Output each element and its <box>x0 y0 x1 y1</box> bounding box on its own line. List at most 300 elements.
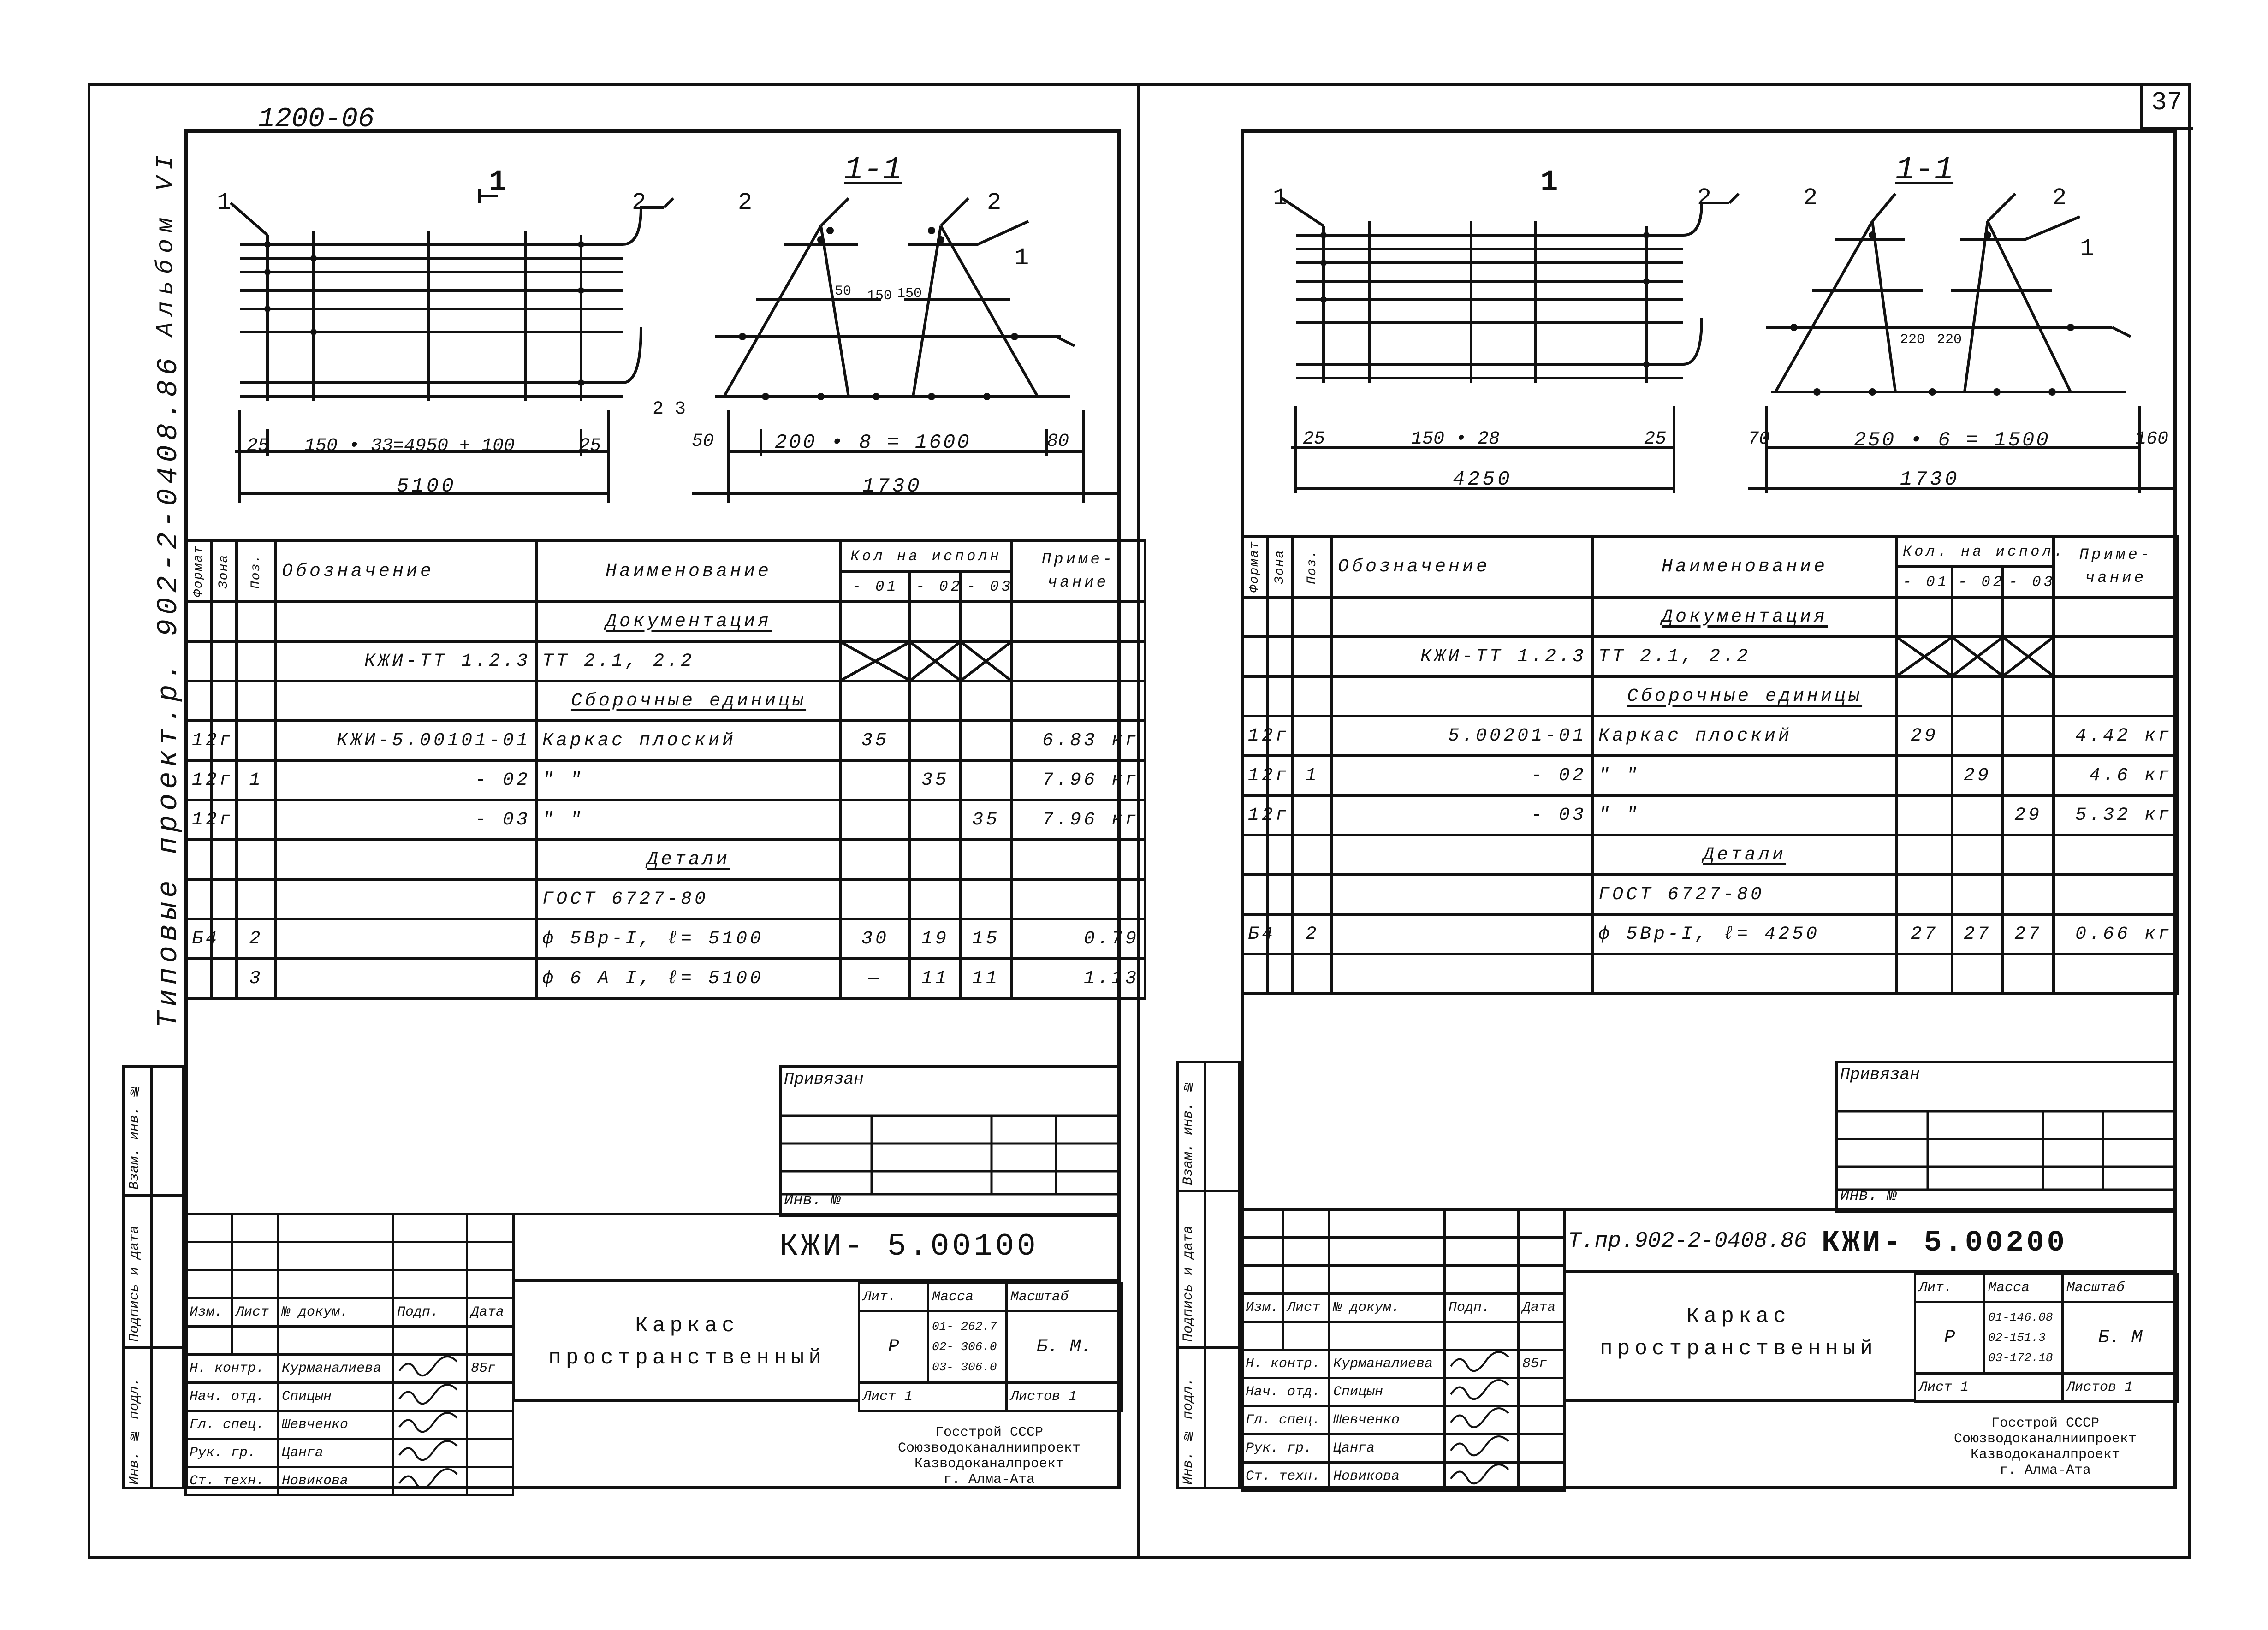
right-dim-mid: 150 • 28 <box>1411 429 1500 450</box>
col-zone: Зона <box>1267 536 1293 597</box>
right-inv-no: Инв. № <box>1840 1187 1897 1205</box>
right-side-div <box>1176 1190 1241 1192</box>
row-pos <box>237 721 276 760</box>
row-note <box>2054 637 2178 676</box>
signature-scribble <box>1449 1437 1513 1455</box>
left-sec-mid: 200 • 8 = 1600 <box>775 431 971 454</box>
person-role: Н. контр. <box>1242 1350 1330 1378</box>
row-pos: 1 <box>1293 756 1332 795</box>
left-title: Каркас пространственный <box>548 1314 826 1370</box>
spec-row <box>1242 795 2178 835</box>
person-name: Новикова <box>1330 1463 1445 1491</box>
row-q2: 29 <box>1952 756 2003 795</box>
left-dim-small-3: 150 <box>897 286 922 302</box>
left-section-callout-1: 1 <box>1015 244 1029 272</box>
lit-label: Лит. <box>1915 1274 1984 1302</box>
person-signature <box>1445 1463 1519 1491</box>
right-dim-small-2: 220 <box>1937 332 1962 348</box>
right-side-div2 <box>1176 1346 1241 1349</box>
row-name: ф 6 А I, ℓ= 5100 <box>536 959 841 998</box>
row-note: 1.13 <box>1011 959 1145 998</box>
row-q3 <box>2003 875 2054 914</box>
row-format <box>186 840 211 879</box>
row-pos: 2 <box>1293 914 1332 954</box>
row-designation <box>1332 835 1592 875</box>
scale-label: Масштаб <box>2063 1274 2178 1302</box>
row-format <box>1242 875 1267 914</box>
row-designation: - 02 <box>276 760 536 800</box>
row-pos <box>237 879 276 919</box>
row-zone <box>211 641 237 681</box>
stamp-person-row <box>186 1467 513 1495</box>
right-privyazan: Привязан <box>1840 1065 1920 1084</box>
row-format: 12г <box>186 800 211 840</box>
lit-value: Р <box>859 1311 928 1383</box>
spec-row <box>1242 676 2178 716</box>
left-callout-1: 1 <box>217 189 232 216</box>
col-note: Приме-чание <box>2054 536 2178 597</box>
row-q2: 27 <box>1952 914 2003 954</box>
right-sec-mid: 250 • 6 = 1500 <box>1854 429 2050 452</box>
left-doc-code: КЖИ- 5.00100 <box>779 1229 1039 1264</box>
col-q2: - 02 <box>910 571 961 602</box>
row-name: ГОСТ 6727-80 <box>1592 875 1897 914</box>
signature-scribble <box>397 1357 462 1375</box>
row-note: 4.6 кг <box>2054 756 2178 795</box>
left-side-label-2: Подпись и дата <box>127 1225 142 1342</box>
left-dim-total: 5100 <box>397 475 457 498</box>
spec-row <box>1242 637 2178 676</box>
person-signature <box>1445 1434 1519 1463</box>
left-side-label-1: Взам. инв. № <box>127 1082 142 1190</box>
right-side-label-2: Подпись и дата <box>1181 1225 1196 1342</box>
row-note <box>1011 840 1145 879</box>
row-pos <box>237 641 276 681</box>
person-date <box>1519 1434 1565 1463</box>
col-note: Приме-чание <box>1011 541 1145 602</box>
person-signature <box>393 1411 467 1439</box>
row-note <box>2054 597 2178 637</box>
scale-value: Б. М. <box>1007 1311 1122 1383</box>
right-dim-total: 4250 <box>1453 468 1513 491</box>
row-name: Каркас плоский <box>1592 716 1897 756</box>
person-role: Нач. отд. <box>186 1383 278 1411</box>
row-pos <box>1293 795 1332 835</box>
mass-label: Масса <box>1984 1274 2063 1302</box>
right-title: Каркас пространственный <box>1600 1304 1877 1361</box>
col-q3: - 03 <box>2003 567 2054 597</box>
row-q1 <box>841 800 910 840</box>
stamp-date: Дата <box>467 1298 513 1327</box>
left-dim-edge-l: 25 <box>247 436 269 456</box>
row-q2 <box>1952 954 2003 994</box>
row-q3 <box>961 681 1011 721</box>
spec-row <box>1242 716 2178 756</box>
person-date: 85г <box>1519 1350 1565 1378</box>
row-q3 <box>2003 676 2054 716</box>
lit-value: Р <box>1915 1302 1984 1374</box>
row-q3 <box>961 840 1011 879</box>
row-pos <box>1293 597 1332 637</box>
row-format <box>186 681 211 721</box>
row-zone <box>1267 637 1293 676</box>
row-q2 <box>910 840 961 879</box>
right-section-callout-2a: 2 <box>1803 184 1818 212</box>
person-signature <box>393 1383 467 1411</box>
col-q3: - 03 <box>961 571 1011 602</box>
row-q3 <box>961 641 1011 681</box>
right-callout-1: 1 <box>1273 184 1288 212</box>
right-sec-right: 160 <box>2135 429 2169 450</box>
section-heading: Документация <box>1661 606 1828 628</box>
person-name: Новикова <box>278 1467 393 1495</box>
signature-scribble <box>1449 1465 1513 1483</box>
row-note <box>2054 875 2178 914</box>
right-dim-small-1: 220 <box>1900 332 1925 348</box>
spec-row <box>186 879 1145 919</box>
row-format <box>1242 637 1267 676</box>
spec-row <box>1242 954 2178 994</box>
stamp-sign: Подп. <box>1445 1294 1519 1322</box>
row-format: 12г <box>186 721 211 760</box>
row-q3: 11 <box>961 959 1011 998</box>
right-section-callout-2b: 2 <box>2052 184 2067 212</box>
row-zone <box>1267 835 1293 875</box>
row-q1 <box>841 879 910 919</box>
mass-values: 01- 262.7 02- 306.0 03- 306.0 <box>928 1311 1007 1383</box>
stamp-person-row <box>186 1383 513 1411</box>
spec-row <box>1242 914 2178 954</box>
person-role: Ст. техн. <box>186 1467 278 1495</box>
row-note: 7.96 кг <box>1011 760 1145 800</box>
left-dim-marks: 2 3 <box>653 399 686 420</box>
row-designation: - 02 <box>1332 756 1592 795</box>
row-q2: 19 <box>910 919 961 959</box>
right-callout-2: 2 <box>1697 184 1712 212</box>
left-sec-right: 80 <box>1047 431 1069 452</box>
sheet-label: Лист 1 <box>1915 1374 2063 1402</box>
person-signature <box>1445 1350 1519 1378</box>
row-q2 <box>1952 716 2003 756</box>
row-note: 4.42 кг <box>2054 716 2178 756</box>
signature-scribble <box>397 1385 462 1404</box>
person-date <box>467 1383 513 1411</box>
row-format <box>1242 676 1267 716</box>
row-q1 <box>841 641 910 681</box>
row-zone <box>211 602 237 641</box>
header-code: 1200-06 <box>258 104 375 135</box>
person-name: Шевченко <box>278 1411 393 1439</box>
row-name: " " <box>1592 756 1897 795</box>
row-name <box>1592 597 1897 637</box>
col-zone: Зона <box>211 541 237 602</box>
stamp-izm: Изм. <box>186 1298 232 1327</box>
row-note <box>2054 676 2178 716</box>
stamp-person-row <box>186 1439 513 1467</box>
row-q1 <box>1897 756 1952 795</box>
left-section-title: 1-1 <box>844 152 902 189</box>
row-name <box>1592 676 1897 716</box>
album-label: Альбом VI <box>152 149 179 337</box>
stamp-sign: Подп. <box>393 1298 467 1327</box>
col-pos: Поз. <box>1293 536 1332 597</box>
person-role: Рук. гр. <box>186 1439 278 1467</box>
col-designation: Обозначение <box>276 541 536 602</box>
right-sec-left: 70 <box>1748 429 1770 450</box>
row-format: 12г <box>186 760 211 800</box>
lit-label: Лит. <box>859 1283 928 1311</box>
row-q3 <box>2003 756 2054 795</box>
signature-scribble <box>1449 1352 1513 1371</box>
spec-row <box>186 760 1145 800</box>
row-q2 <box>1952 875 2003 914</box>
mass-values: 01-146.08 02-151.3 03-172.18 <box>1984 1302 2063 1374</box>
row-zone <box>1267 875 1293 914</box>
person-role: Ст. техн. <box>1242 1463 1330 1491</box>
person-role: Нач. отд. <box>1242 1378 1330 1406</box>
row-q1 <box>1897 597 1952 637</box>
row-note: 5.32 кг <box>2054 795 2178 835</box>
row-zone <box>1267 597 1293 637</box>
stamp-person-row <box>1242 1406 1565 1434</box>
row-q3 <box>2003 835 2054 875</box>
row-designation <box>276 959 536 998</box>
left-callout-2: 2 <box>632 189 647 216</box>
col-q1: - 01 <box>1897 567 1952 597</box>
person-role: Н. контр. <box>186 1355 278 1383</box>
row-q2 <box>910 721 961 760</box>
stamp-person-row <box>1242 1378 1565 1406</box>
row-format: Б4 <box>186 919 211 959</box>
row-pos <box>237 681 276 721</box>
right-sec-total: 1730 <box>1900 468 1960 491</box>
stamp-person-row <box>186 1355 513 1383</box>
row-format <box>1242 954 1267 994</box>
stamp-person-row <box>1242 1463 1565 1491</box>
row-q2: 35 <box>910 760 961 800</box>
row-pos <box>1293 637 1332 676</box>
row-q3 <box>961 602 1011 641</box>
row-note <box>2054 835 2178 875</box>
row-note: 0.79 <box>1011 919 1145 959</box>
row-q3 <box>2003 597 2054 637</box>
row-name: " " <box>536 760 841 800</box>
row-name <box>1592 835 1897 875</box>
row-designation <box>276 681 536 721</box>
project-label: Типовые проект.р. 902-2-0408.86 <box>152 353 185 1028</box>
row-q2 <box>910 641 961 681</box>
stamp-doc: № докум. <box>278 1298 393 1327</box>
row-note: 0.66 кг <box>2054 914 2178 954</box>
row-q1: 29 <box>1897 716 1952 756</box>
row-pos <box>237 602 276 641</box>
person-name: Спицын <box>1330 1378 1445 1406</box>
col-format: Формат <box>186 541 211 602</box>
left-spec-table <box>184 539 1146 1000</box>
row-designation: КЖИ-ТТ 1.2.3 <box>276 641 536 681</box>
row-designation <box>276 840 536 879</box>
row-designation <box>276 919 536 959</box>
row-designation: - 03 <box>1332 795 1592 835</box>
stamp-person-row <box>1242 1434 1565 1463</box>
row-q3 <box>2003 716 2054 756</box>
col-qty: Кол на исполн <box>841 541 1011 571</box>
spec-row <box>186 919 1145 959</box>
spec-row <box>186 800 1145 840</box>
row-q1 <box>841 681 910 721</box>
row-q2 <box>910 602 961 641</box>
row-note <box>1011 879 1145 919</box>
right-doc-prefix: Т.пр.902-2-0408.86 <box>1568 1229 1807 1254</box>
stamp-person-row <box>186 1411 513 1439</box>
person-name: Спицын <box>278 1383 393 1411</box>
row-designation: 5.00201-01 <box>1332 716 1592 756</box>
col-q1: - 01 <box>841 571 910 602</box>
row-pos <box>237 840 276 879</box>
row-q1: 35 <box>841 721 910 760</box>
right-dim-edge-l: 25 <box>1303 429 1325 450</box>
person-role: Гл. спец. <box>1242 1406 1330 1434</box>
row-pos <box>1293 954 1332 994</box>
row-q3: 29 <box>2003 795 2054 835</box>
row-designation <box>1332 597 1592 637</box>
row-name <box>536 681 841 721</box>
row-designation <box>276 879 536 919</box>
signature-scribble <box>397 1470 462 1488</box>
row-format: 12г <box>1242 795 1267 835</box>
right-view-mark: 1 <box>1540 166 1558 199</box>
row-format <box>186 602 211 641</box>
signature-scribble <box>397 1413 462 1432</box>
row-name <box>536 602 841 641</box>
row-q2 <box>910 681 961 721</box>
left-drawing <box>184 134 1121 539</box>
col-q2: - 02 <box>1952 567 2003 597</box>
right-stamp-table <box>1241 1208 1566 1492</box>
person-signature <box>1445 1378 1519 1406</box>
row-format: Б4 <box>1242 914 1267 954</box>
stamp-person-row <box>1242 1350 1565 1378</box>
row-q1: 30 <box>841 919 910 959</box>
col-name: Наименование <box>536 541 841 602</box>
stamp-list: Лист <box>232 1298 278 1327</box>
row-note <box>2054 954 2178 994</box>
row-pos <box>237 800 276 840</box>
row-format: 12г <box>1242 716 1267 756</box>
spec-row <box>1242 835 2178 875</box>
row-name: ф 5Вр-I, ℓ= 5100 <box>536 919 841 959</box>
row-designation: - 03 <box>276 800 536 840</box>
scale-value: Б. М <box>2063 1302 2178 1374</box>
row-designation <box>1332 676 1592 716</box>
person-signature <box>393 1439 467 1467</box>
left-stamp-table <box>184 1213 514 1496</box>
person-name: Шевченко <box>1330 1406 1445 1434</box>
person-role: Рук. гр. <box>1242 1434 1330 1463</box>
row-pos <box>1293 716 1332 756</box>
row-name: ГОСТ 6727-80 <box>536 879 841 919</box>
row-q1 <box>841 760 910 800</box>
row-q3 <box>961 760 1011 800</box>
person-name: Курманалиева <box>278 1355 393 1383</box>
row-note <box>1011 602 1145 641</box>
person-signature <box>393 1355 467 1383</box>
row-name: Каркас плоский <box>536 721 841 760</box>
row-q1: 27 <box>1897 914 1952 954</box>
col-name: Наименование <box>1592 536 1897 597</box>
col-pos: Поз. <box>237 541 276 602</box>
row-q1 <box>1897 795 1952 835</box>
row-pos: 3 <box>237 959 276 998</box>
right-side-col <box>1204 1061 1206 1489</box>
left-view-mark: 1 <box>489 166 507 199</box>
col-qty: Кол. на испол. <box>1897 536 2054 567</box>
person-date <box>467 1411 513 1439</box>
row-pos <box>1293 835 1332 875</box>
row-zone <box>211 959 237 998</box>
spec-row <box>1242 756 2178 795</box>
row-q2 <box>1952 676 2003 716</box>
row-format <box>1242 835 1267 875</box>
section-heading: Сборочные единицы <box>570 690 807 711</box>
section-heading: Сборочные единицы <box>1627 686 1863 707</box>
row-q1 <box>1897 954 1952 994</box>
row-zone <box>1267 676 1293 716</box>
stamp-doc: № докум. <box>1330 1294 1445 1322</box>
row-q3: 27 <box>2003 914 2054 954</box>
row-zone <box>211 879 237 919</box>
row-q1 <box>1897 637 1952 676</box>
spec-row <box>1242 875 2178 914</box>
row-q2 <box>910 879 961 919</box>
row-q3 <box>2003 637 2054 676</box>
person-name: Курманалиева <box>1330 1350 1445 1378</box>
person-date: 85г <box>467 1355 513 1383</box>
left-sec-left: 50 <box>692 431 714 452</box>
left-side-div2 <box>122 1346 184 1349</box>
row-q1 <box>1897 676 1952 716</box>
spec-row <box>186 840 1145 879</box>
row-q2 <box>1952 597 2003 637</box>
row-q3 <box>2003 954 2054 994</box>
row-q2 <box>1952 835 2003 875</box>
signature-scribble <box>397 1441 462 1460</box>
row-q1 <box>1897 835 1952 875</box>
spec-row <box>1242 597 2178 637</box>
row-q2 <box>1952 637 2003 676</box>
left-privyazan: Привязан <box>784 1070 864 1089</box>
left-inv-no: Инв. № <box>784 1192 841 1209</box>
row-name: ТТ 2.1, 2.2 <box>1592 637 1897 676</box>
row-q2 <box>910 800 961 840</box>
row-format <box>186 879 211 919</box>
row-zone <box>211 681 237 721</box>
page-number: 37 <box>2151 88 2183 117</box>
row-format <box>186 959 211 998</box>
left-dim-mid: 150 • 33=4950 + 100 <box>304 436 515 456</box>
stamp-izm: Изм. <box>1242 1294 1283 1322</box>
row-designation <box>1332 914 1592 954</box>
row-q1: — <box>841 959 910 998</box>
row-name <box>536 840 841 879</box>
row-q3 <box>961 879 1011 919</box>
row-note: 7.96 кг <box>1011 800 1145 840</box>
person-role: Гл. спец. <box>186 1411 278 1439</box>
left-section-callout-2b: 2 <box>987 189 1002 216</box>
col-designation: Обозначение <box>1332 536 1592 597</box>
spec-row <box>186 602 1145 641</box>
spec-row <box>186 959 1145 998</box>
